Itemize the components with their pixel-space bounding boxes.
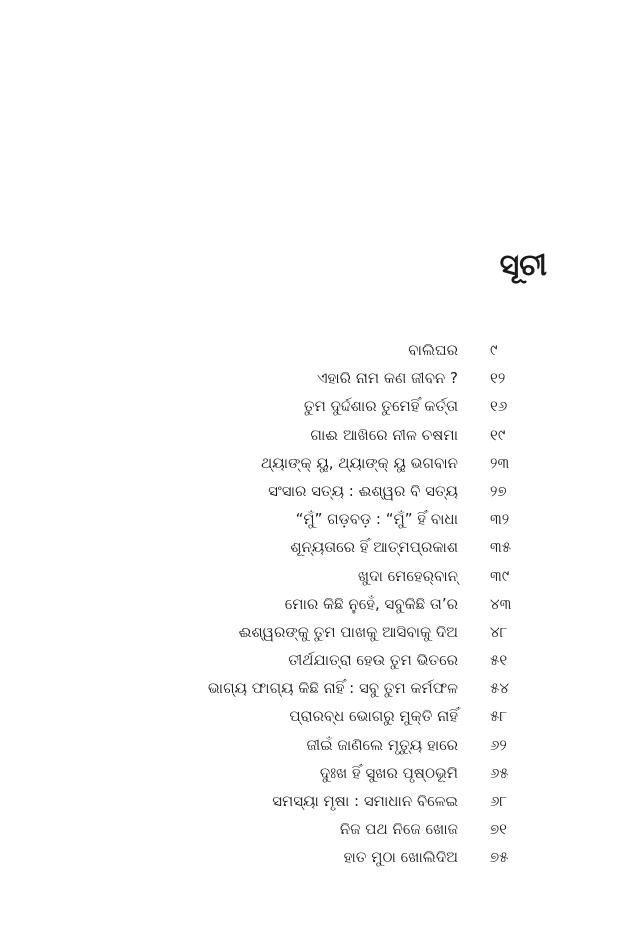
toc-entry-page: ୬୫ [490, 763, 509, 782]
toc-entry [0, 392, 633, 420]
toc-entry [0, 336, 633, 364]
toc-entry-page: ୩୫ [490, 538, 512, 557]
toc-entry [0, 421, 633, 449]
toc-entry-title: ଭାଗ୍ୟ ଫାଗ୍ୟ କିଛି ନାହିଁ : ସବୁ ତୁମ କର୍ମଫଳ [207, 679, 458, 698]
toc-entry-title: ଖୁଦା ମେହେର୍‌ବାନ୍ [357, 566, 458, 585]
toc-entry-title: ହାତ ମୁଠା ଖୋଲିଦିଅ [343, 848, 458, 867]
toc-entry [0, 759, 633, 787]
toc-entry-title: ନିଜ ପଥ ନିଜେ ଖୋଜ [339, 820, 458, 839]
toc-entry [0, 702, 633, 730]
toc-entry-page: ୯ [490, 341, 498, 359]
toc-entry-page: ୨୩ [490, 453, 510, 472]
toc-entry-page: ୫୪ [490, 679, 509, 698]
toc-entry-page: ୬୮ [490, 792, 508, 810]
toc-entry-title: ଶୂନ୍ୟତାରେ ହିଁ ଆତ୍ମପ୍ରକାଶ [290, 538, 458, 557]
toc-entry-title: ଜୀଇଁ ଜାଣିଲେ ମୃତ୍ୟୁ ହାରେ [306, 735, 458, 754]
toc-entry-title: ଗାଈ ଆଖିରେ ନୀଳ ଚଷମା [310, 425, 458, 444]
toc-entry-page: ୪୩ [490, 594, 512, 613]
toc-entry-page: ୩୯ [490, 566, 510, 585]
toc-entry-page: ୧୨ [490, 369, 506, 388]
toc-entry [0, 646, 633, 674]
toc-entry-page: ୩୨ [490, 510, 510, 529]
toc-entry-title: ଥ୍ୟାଙ୍କ୍ ୟୁ, ଥ୍ୟାଙ୍କ୍ ୟୁ ଭଗବାନ [261, 453, 458, 472]
toc-entry-page: ୫୧ [490, 651, 508, 670]
toc-entry-title: ଈଶ୍ୱରଙ୍କୁ ତୁମ ପାଖକୁ ଆସିବାକୁ ଦିଅ [238, 622, 458, 641]
toc-entry [0, 787, 633, 815]
toc-entry [0, 731, 633, 759]
toc-entry-title: ତୁମ ଦୁର୍ଦ୍ଦଶାର ତୁମେହିଁ କର୍ତ୍ତା [303, 397, 458, 416]
toc-entry-title: ମୋର କିଛି ନୁହେଁ, ସବୁକିଛି ତା’ର [284, 594, 458, 613]
toc-entry-title: ଦୁଃଖ ହିଁ ସୁଖର ପୃଷ୍ଠଭୂମି [319, 763, 458, 782]
toc-entry-page: ୬୨ [490, 735, 507, 754]
toc-entry-title: ସମସ୍ୟା ମୃଷା : ସମାଧାନ ବିଳେଇ [272, 792, 458, 810]
toc-entry-title: ଏହାରି ନାମ କଣ ଜୀବନ ? [316, 369, 458, 388]
toc-entry-page: ୨୭ [490, 481, 507, 500]
toc-entry [0, 815, 633, 843]
toc-entry-page: ୫୮ [490, 707, 508, 726]
toc-entry [0, 505, 633, 533]
toc-entry [0, 674, 633, 702]
toc-entry-title: “ମୁଁ” ଗଡ଼ବଡ଼ : “ମୁଁ” ହିଁ ବାଧା [295, 510, 458, 529]
toc-entry [0, 364, 633, 392]
toc-entry-title: ପ୍ରାରବ୍ଧ ଭୋଗରୁ ମୁକ୍ତି ନାହିଁ [289, 707, 458, 726]
toc-entry-page: ୧୬ [490, 397, 508, 416]
toc-entry-title: ତୀର୍ଥଯାତ୍ରା ହେଉ ତୁମ ଭିତରେ [288, 651, 458, 670]
toc-entry [0, 477, 633, 505]
toc-entry [0, 590, 633, 618]
toc-entry [0, 533, 633, 561]
toc-entry-title: ସଂସାର ସତ୍ୟ : ଈଶ୍ୱର ବି ସତ୍ୟ [268, 481, 458, 500]
toc-entry-title: ବାଲିଘର [408, 341, 458, 359]
toc-entry-page: ୪୮ [490, 622, 508, 641]
toc-entry [0, 618, 633, 646]
table-of-contents [0, 336, 633, 872]
page-title: ସୂଚୀ [499, 248, 547, 283]
toc-entry [0, 843, 633, 871]
toc-entry [0, 562, 633, 590]
toc-entry-page: ୭୫ [490, 848, 509, 867]
toc-entry-page: ୭୧ [490, 820, 507, 839]
toc-entry-page: ୧୯ [490, 425, 506, 444]
toc-entry [0, 449, 633, 477]
